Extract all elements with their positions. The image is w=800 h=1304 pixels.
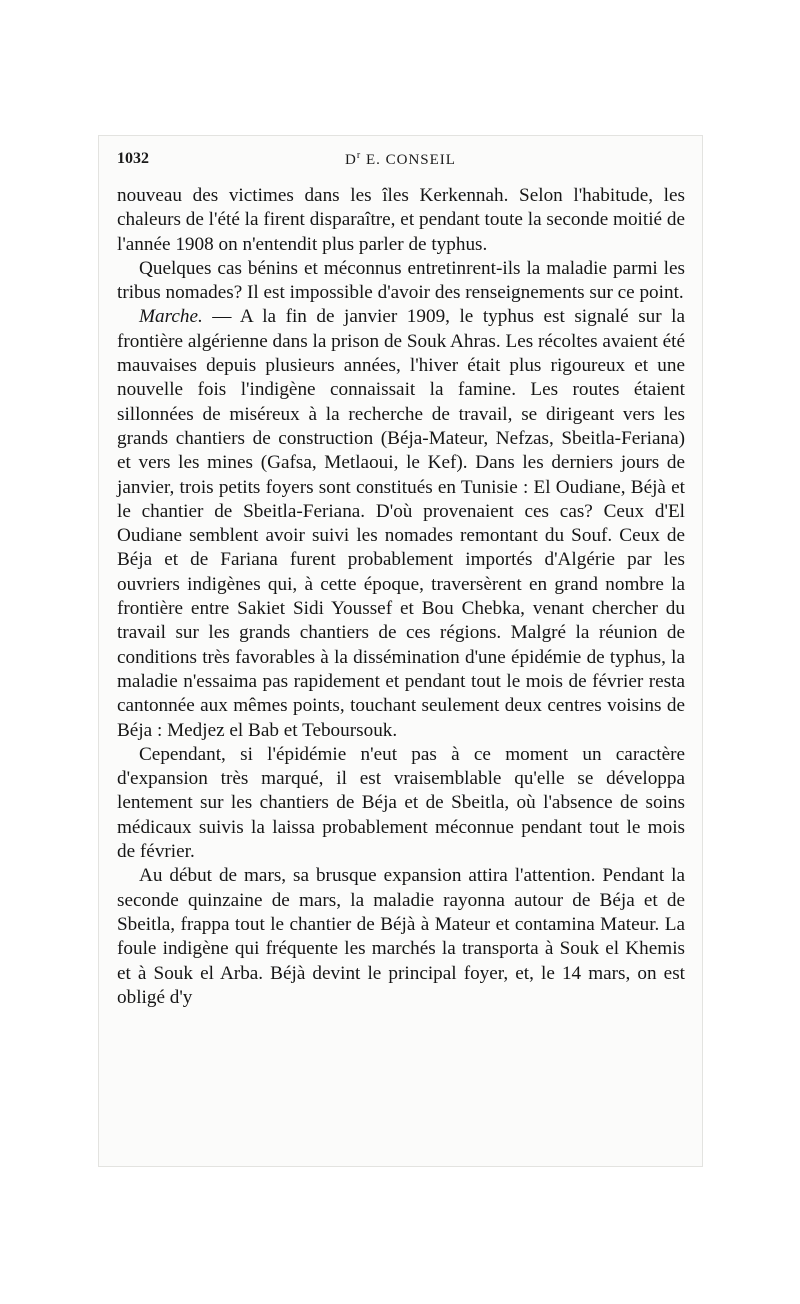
paragraph-marche-text: — A la fin de janvier 1909, le typhus est signalé sur la frontière algérienne dans la prison de Souk Ahras. Les récoltes avaient été mauvaises depuis plusieurs années, l'hiver était plus rigoureux et une nouvelle fois l'indigène connaissait la famine. Les routes étaient sillonnées de miséreux à la recherche de travail, se dirigeant vers les grands chantiers de construction (Béja-Mateur, Nefzas, Sbeitla-Feriana) et vers les mines (Gafsa, Metlaoui, le Kef). Dans les derniers jours de janvier, trois petits foyers sont constitués en Tunisie : El Oudiane, Béjà et le chantier de Sbeitla-Feriana. D'où provenaient ces cas? Ceux d'El Oudiane semblent avoir suivi les nomades remontant du Souf. Ceux de Béja et de Fariana furent probablement importés d'Algérie par les ouvriers indigènes qui, à cette époque, traversèrent en grand nombre la frontière entre Sakiet Sidi Youssef et Bou Chebka, venant chercher du travail sur les grands chantiers de ces régions. Malgré la réunion de conditions très favorables à la dissémination d'une épidémie de typhus, la maladie n'essaima pas rapidement et pendant tout le mois de février resta cantonnée aux mêmes points, touchant seulement deux centres voisins de Béja : Medjez el Bab et Teboursouk. xyxy=(117,306,685,741)
paragraph-continuation: nouveau des victimes dans les îles Kerkennah. Selon l'habitude, les chaleurs de l'été la firent disparaître, et pendant toute la seconde moitié de l'année 1908 on n'entendit plus parler de typhus. xyxy=(117,185,685,255)
book-page xyxy=(98,135,703,1167)
page-header xyxy=(117,150,684,172)
section-run-in-heading: Marche. xyxy=(139,306,203,328)
author-name: E. CONSEIL xyxy=(365,152,456,168)
paragraph-marche xyxy=(117,305,685,742)
paragraph-expansion: Cependant, si l'épidémie n'eut pas à ce moment un caractère d'expansion très marqué, il est vraisemblable qu'elle se développa lentement sur les chantiers de Béja et de Sbeitla, où l'absence de soins médicaux suivis la laissa probablement méconnue pendant tout le mois de février. xyxy=(117,743,685,863)
paragraph-mars: Au début de mars, sa brusque expansion attira l'attention. Pendant la seconde quinzaine de mars, la maladie rayonna autour de Béja et de Sbeitla, frappa tout le chantier de Béjà à Mateur et contamina Mateur. La foule indigène qui fréquente les marchés la transporta à Souk el Khemis et à Souk el Arba. Béjà devint le principal foyer, et, le 14 mars, on est obligé d'y xyxy=(117,865,685,1008)
paragraph-nomades: Quelques cas bénins et méconnus entretinrent-ils la maladie parmi les tribus nomades? Il est impossible d'avoir des renseignements sur ce point. xyxy=(117,257,685,304)
page-number: 1032 xyxy=(117,150,149,167)
author-prefix-superscript: r xyxy=(356,150,362,161)
author-prefix: D xyxy=(345,152,357,168)
running-head xyxy=(117,150,684,169)
body-text xyxy=(117,184,685,1010)
